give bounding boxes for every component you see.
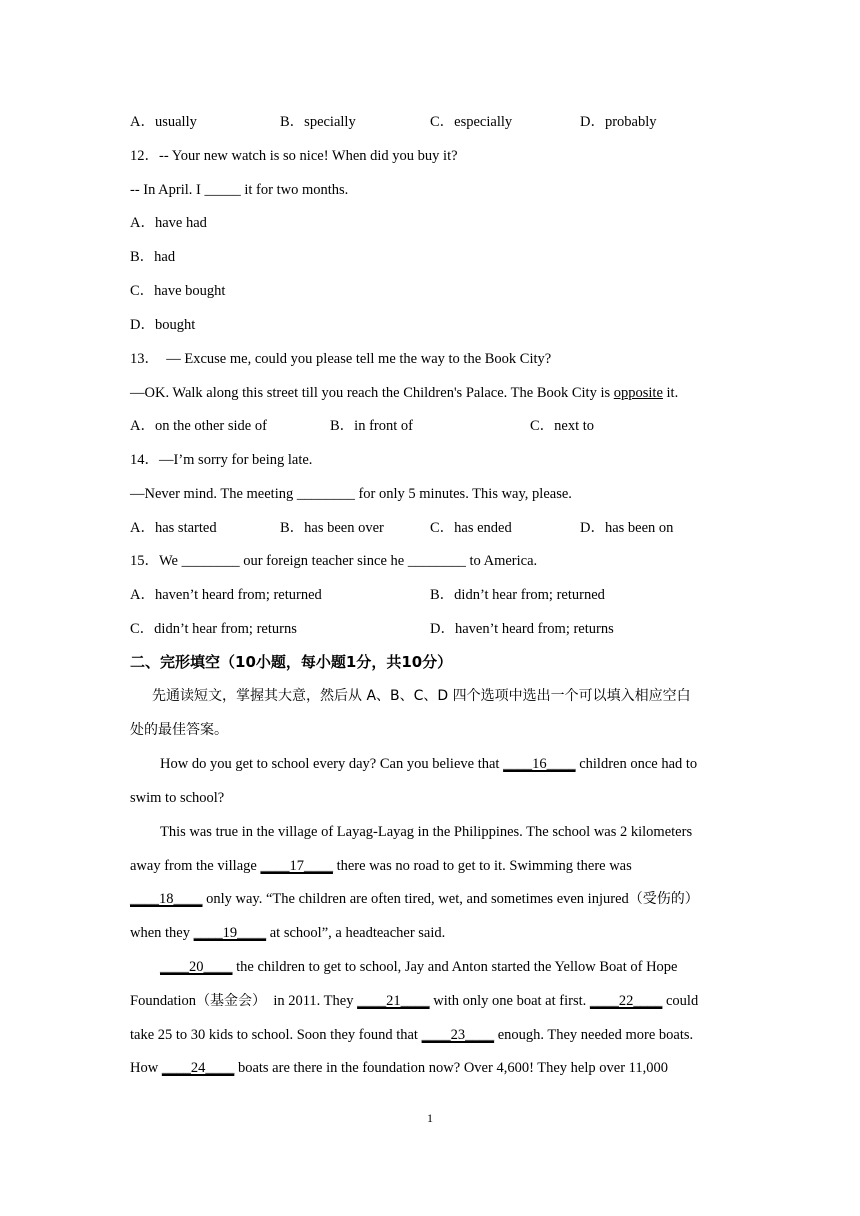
- q15-option-a: A．haven’t heard from; returned: [130, 587, 322, 603]
- q13-option-b: B．in front of: [330, 418, 413, 434]
- blank-17: ____17____: [260, 858, 333, 874]
- q15-option-b: B．didn’t hear from; returned: [430, 587, 605, 603]
- blank-22: ____22____: [589, 993, 663, 1009]
- text: How: [130, 1060, 162, 1076]
- q12-option-a: A．have had: [130, 215, 207, 231]
- text: enough. They needed more boats.: [494, 1027, 694, 1043]
- passage-p3-line4: [130, 1058, 668, 1078]
- q15-option-d: D．haven’t heard from; returns: [430, 621, 614, 637]
- section-instruction-line2: 处的最佳答案。: [130, 722, 228, 738]
- q13-stem: 13． — Excuse me, could you please tell me the way to the Book City?: [130, 351, 552, 367]
- blank-20: ____20____: [160, 959, 233, 975]
- q14-option-d: D．has been on: [580, 520, 674, 536]
- gloss-injured: （受伤的）: [628, 891, 699, 907]
- text: only way. “The children are often tired, wet, and sometimes even injured: [202, 891, 629, 907]
- q12-option-c: C．have bought: [130, 283, 226, 299]
- q14-line2: —Never mind. The meeting ________ for only 5 minutes. This way, please.: [130, 486, 572, 502]
- q13-line2-post: it.: [662, 385, 679, 401]
- blank-16: ____16____: [503, 756, 576, 772]
- q12-option-b: B．had: [130, 249, 176, 265]
- q11-option-b: B．specially: [280, 114, 356, 130]
- q13-underlined-word: opposite: [613, 385, 663, 401]
- text: at school”, a headteacher said.: [266, 925, 446, 941]
- passage-p2-line2: [130, 856, 632, 876]
- blank-19: ____19____: [193, 925, 267, 941]
- passage-p1-line1: [160, 754, 697, 774]
- blank-21: ____21____: [357, 993, 430, 1009]
- text: away from the village: [130, 858, 261, 874]
- text: take 25 to 30 kids to school. Soon they found that: [130, 1027, 422, 1043]
- q13-line2-pre: —OK. Walk along this street till you reach the Children's Palace. The Book City is: [130, 385, 614, 401]
- q14-option-c: C．has ended: [430, 520, 512, 536]
- q12-line2: -- In April. I _____ it for two months.: [130, 182, 349, 198]
- text: children once had to: [575, 756, 698, 772]
- text: with only one boat at first.: [429, 993, 590, 1009]
- section-heading: 二、完形填空（10小题，每小题1分，共10分）: [130, 653, 453, 671]
- section-instruction-line1: 先通读短文，掌握其大意，然后从 A、B、C、D 四个选项中选出一个可以填入相应空白: [152, 688, 691, 704]
- q15-option-c: C．didn’t hear from; returns: [130, 621, 297, 637]
- passage-p3-line1: [160, 957, 678, 977]
- text: boats are there in the foundation now? Over 4,600! They help over 11,000: [234, 1060, 668, 1076]
- q12-option-d: D．bought: [130, 317, 196, 333]
- q14-stem: 14．—I’m sorry for being late.: [130, 452, 313, 468]
- q12-stem: 12．-- Your new watch is so nice! When did you buy it?: [130, 148, 458, 164]
- passage-p1-line2: swim to school?: [130, 790, 225, 806]
- q13-option-a: A．on the other side of: [130, 418, 267, 434]
- text: Foundation: [130, 993, 197, 1009]
- blank-24: ____24____: [161, 1060, 235, 1076]
- q13-line2: [130, 383, 678, 403]
- passage-p2-line1: This was true in the village of Layag-Layag in the Philippines. The school was 2 kilometers: [160, 824, 693, 840]
- q15-stem: 15．We ________ our foreign teacher since he ________ to America.: [130, 553, 538, 569]
- text: the children to get to school, Jay and Anton started the Yellow Boat of Hope: [232, 959, 678, 975]
- passage-p2-line3: [130, 889, 699, 909]
- text: How do you get to school every day? Can you believe that: [160, 756, 504, 772]
- q11-option-d: D．probably: [580, 114, 657, 130]
- text: in 2011. They: [266, 993, 358, 1009]
- q13-option-c: C．next to: [530, 418, 595, 434]
- gloss-foundation: （基金会）: [196, 993, 267, 1009]
- page-number: 1: [427, 1111, 433, 1125]
- passage-p3-line3: [130, 1025, 693, 1045]
- blank-23: ____23____: [421, 1027, 495, 1043]
- q14-option-b: B．has been over: [280, 520, 384, 536]
- blank-18: ____18____: [130, 891, 203, 907]
- text: could: [662, 993, 699, 1009]
- q11-option-a: A．usually: [130, 114, 197, 130]
- q14-option-a: A．has started: [130, 520, 217, 536]
- passage-p2-line4: [130, 923, 445, 943]
- text: when they: [130, 925, 194, 941]
- text: there was no road to get to it. Swimming there was: [332, 858, 632, 874]
- passage-p3-line2: [130, 991, 698, 1011]
- q11-option-c: C．especially: [430, 114, 513, 130]
